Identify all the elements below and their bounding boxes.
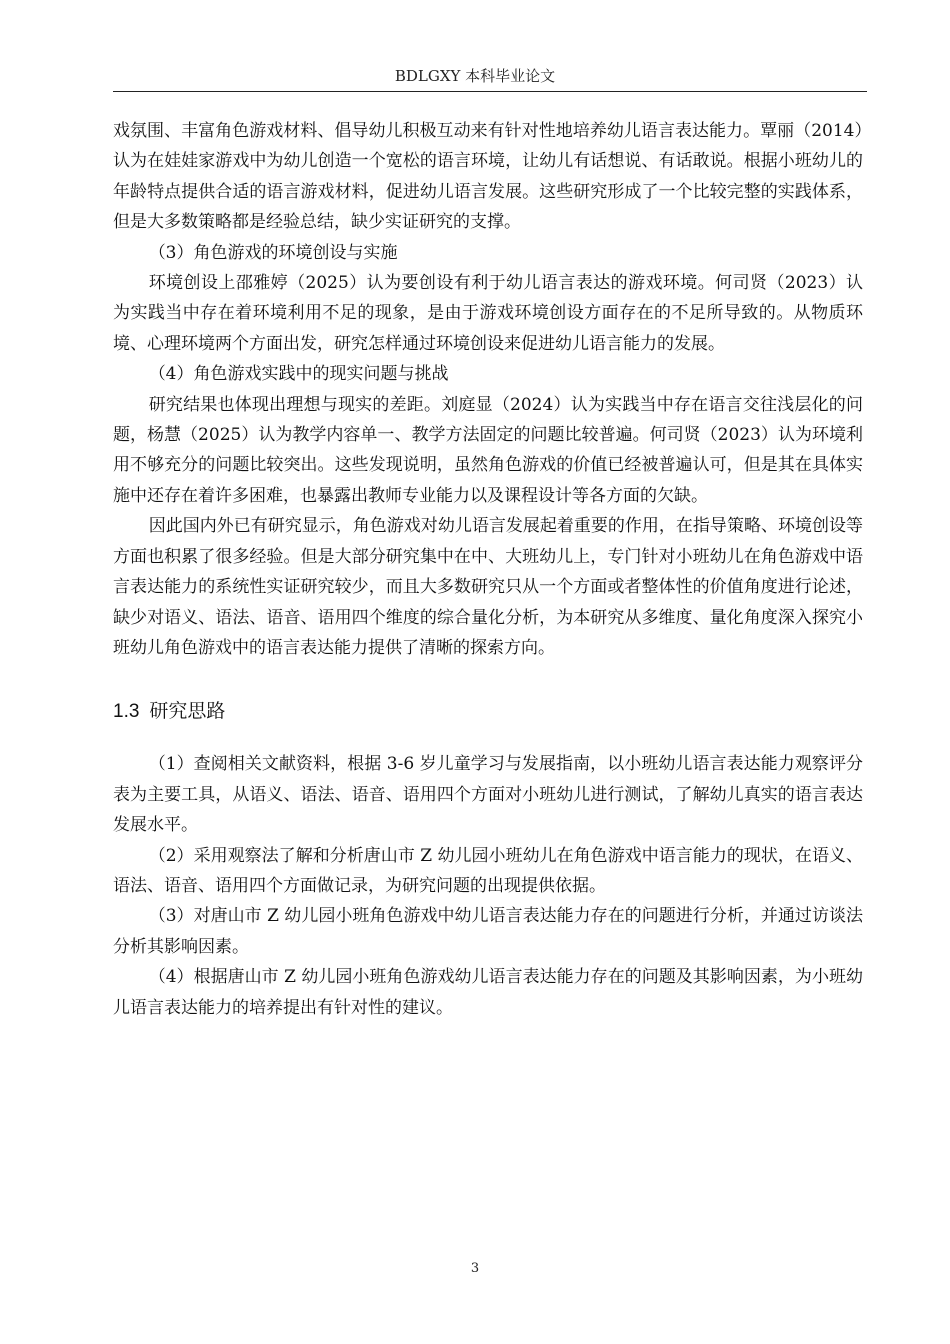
body-paragraph: 戏氛围、丰富角色游戏材料、倡导幼儿积极互动来有针对性地培养幼儿语言表达能力。覃丽（2014）认为在娃娃家游戏中为幼儿创造一个宽松的语言环境，让幼儿有话想说、有话敢说。根据小班幼儿的年龄特点提供合适的语言游戏材料，促进幼儿语言发展。这些研究形成了一个比较完整的实践体系，但是大多数策略都是经验总结，缺少实证研究的支撑。 [113,121,863,233]
research-step-item: （2）采用观察法了解和分析唐山市 Z 幼儿园小班幼儿在角色游戏中语言能力的现状，在语义、语法、语音、语用四个方面做记录，为研究问题的出现提供依据。 [113,845,863,896]
section-title: 研究思路 [149,701,226,723]
subheading-4: （4）角色游戏实践中的现实问题与挑战 [148,364,449,385]
subheading-3: （3）角色游戏的环境创设与实施 [148,242,398,263]
research-step-item: （3）对唐山市 Z 幼儿园小班角色游戏中幼儿语言表达能力存在的问题进行分析，并通过访谈法分析其影响因素。 [113,906,863,957]
research-step-item: （1）查阅相关文献资料，根据 3-6 岁儿童学习与发展指南，以小班幼儿语言表达能力观察评分表为主要工具，从语义、语法、语音、语用四个方面对小班幼儿进行测试，了解幼儿真实的语言表达发展水平。 [113,754,863,836]
body-paragraph: 因此国内外已有研究显示，角色游戏对幼儿语言发展起着重要的作用，在指导策略、环境创设等方面也积累了很多经验。但是大部分研究集中在中、大班幼儿上，专门针对小班幼儿在角色游戏中语言表达能力的系统性实证研究较少，而且大多数研究只从一个方面或者整体性的价值角度进行论述，缺少对语义、语法、语音、语用四个维度的综合量化分析，为本研究从多维度、量化角度深入探究小班幼儿角色游戏中的语言表达能力提供了清晰的探索方向。 [113,516,863,658]
body-paragraph: 环境创设上邵雅婷（2025）认为要创设有利于幼儿语言表达的游戏环境。何司贤（2023）认为实践当中存在着环境利用不足的现象，是由于游戏环境创设方面存在的不足所导致的。从物质环境、心理环境两个方面出发，研究怎样通过环境创设来促进幼儿语言能力的发展。 [113,273,863,354]
document-body [113,116,863,1023]
page-header: BDLGXY 本科毕业论文 [394,67,556,85]
header-divider [113,91,867,92]
page-number: 3 [470,1261,480,1276]
section-heading [113,697,863,727]
body-paragraph: 研究结果也体现出理想与现实的差距。刘庭显（2024）认为实践当中存在语言交往浅层化的问题，杨慧（2025）认为教学内容单一、教学方法固定的问题比较普遍。何司贤（2023）认为环境利用不够充分的问题比较突出。这些发现说明，虽然角色游戏的价值已经被普遍认可，但是其在具体实施中还存在着许多困难，也暴露出教师专业能力以及课程设计等各方面的欠缺。 [113,394,863,506]
research-step-item: （4）根据唐山市 Z 幼儿园小班角色游戏幼儿语言表达能力存在的问题及其影响因素，为小班幼儿语言表达能力的培养提出有针对性的建议。 [113,967,863,1018]
section-number: 1.3 [113,701,140,723]
